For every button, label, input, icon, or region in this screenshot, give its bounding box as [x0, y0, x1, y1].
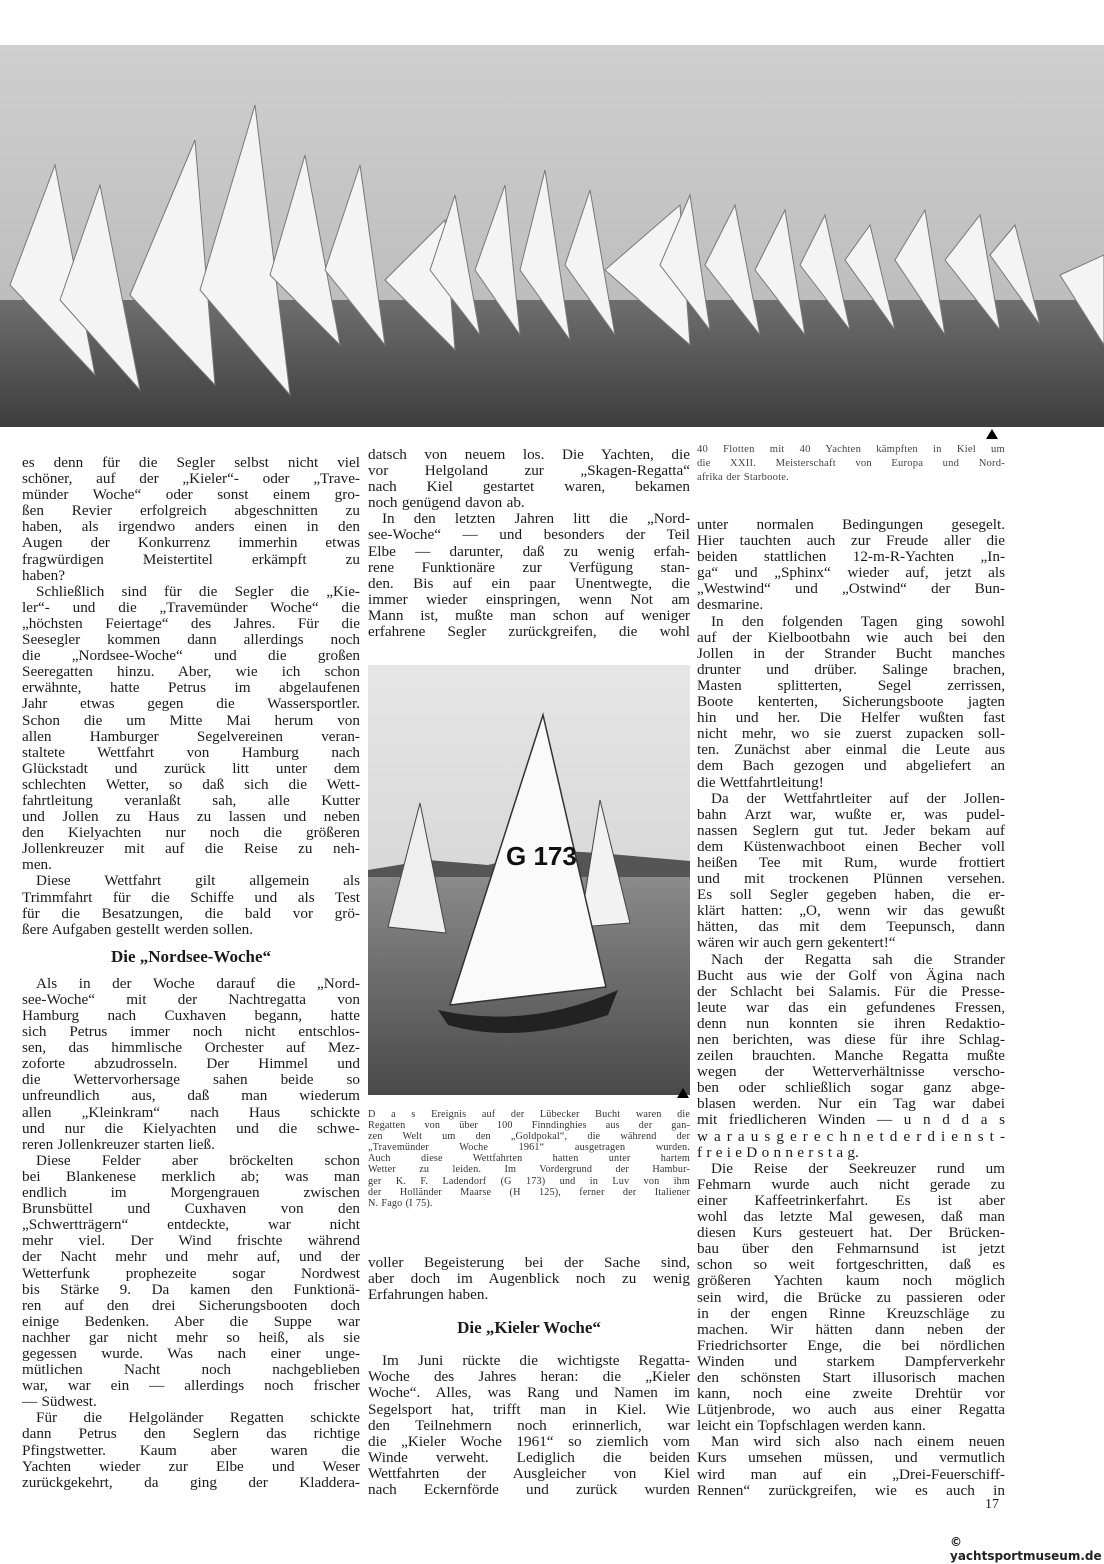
text-line: Diese Wettfahrt gilt allgemein als: [36, 872, 360, 890]
photo-finn-dinghies: [368, 665, 690, 1095]
text-line: Im Juni rückte die wichtigste Regatta-: [382, 1352, 690, 1370]
text-line: leute war das ein gefundenes Fressen,: [697, 998, 1005, 1016]
text-line: und mit trockenen Plünnen versehen.: [697, 870, 1005, 888]
paragraph: [368, 1353, 690, 1498]
text-line: Brunsbüttel und Cuxhaven von den: [22, 1200, 360, 1218]
text-line: Hier tauchten auch zur Freude aller die: [697, 532, 1005, 550]
text-line: In den folgenden Tagen ging sowohl: [711, 612, 1005, 630]
text-line: Masten splitterten, Segel zerrissen,: [697, 676, 1005, 694]
text-line: und Jollen zu Haus zu lassen und neben: [22, 808, 360, 826]
caption-pointer-icon: [677, 1088, 689, 1098]
text-line: Man wird sich also nach einem neuen: [711, 1433, 1005, 1451]
page-number: 17: [985, 1497, 999, 1512]
text-line: In den letzten Jahren litt die „Nord-: [382, 510, 690, 528]
text-line: größeren Yachten kaum noch möglich: [697, 1272, 1005, 1290]
text-line: leicht ein Topfschlagen werden kann.: [697, 1417, 926, 1435]
text-line: Rennen“ zurückgreifen, wie es auch in: [697, 1481, 1005, 1499]
text-line: Augen der Konkurrenz immerhin etwas: [22, 534, 360, 552]
text-line: Hamburg nach Cuxhaven begann, hatte: [22, 1007, 360, 1024]
caption-line: N. Fago (I 75).: [368, 1197, 433, 1209]
text-line: schon so weit fortgeschritten, daß es: [697, 1256, 1005, 1274]
text-line: Woche des Jahres heran: die „Kieler: [368, 1368, 690, 1386]
text-line: in der engen Rinne Kreuzschläge zu: [697, 1304, 1005, 1322]
paragraph: [22, 873, 360, 937]
text-line: nachher gar nicht mehr so heiß, als sie: [22, 1328, 360, 1346]
text-line: Winde verweht. Lediglich die beiden: [368, 1448, 690, 1466]
text-line: schlechten Wetter, so daß sich die Wett-: [22, 775, 360, 793]
column-2-part-2: [368, 1255, 690, 1303]
text-line: auf der Kielbootbahn wie auch bei den: [697, 628, 1005, 646]
text-line: ßen Revier erfolgreich abgeschnitten zu: [22, 502, 360, 520]
text-line: Yachten wieder zur Elbe und Weser: [22, 1457, 360, 1475]
text-line: ben oder schließlich sogar ganz abge-: [697, 1079, 1005, 1097]
column-3-part-1: [697, 517, 1005, 1499]
text-line: haben, als irgendwo anders einen in den: [22, 518, 360, 536]
text-line: machen. Wir hätten dann neben der: [697, 1320, 1005, 1338]
caption-line: zen Welt um den „Goldpokal“, die während der: [368, 1131, 690, 1143]
text-line: heißen Tee mit Rum, wurde frottiert: [697, 853, 1005, 871]
text-line: der Nacht mehr und mehr auf, und der: [22, 1248, 360, 1266]
text-line: see-Woche“ mit der Nachtregatta von: [22, 990, 360, 1008]
text-line: bahn Arzt war, wußte er, was pudel-: [697, 805, 1005, 823]
caption-line: 40 Flotten mit 40 Yachten kämpften in Kiel um: [697, 444, 1005, 455]
photo-middle-caption: [368, 1109, 690, 1209]
text-line: Erfahrungen haben.: [368, 1286, 489, 1304]
text-line: vor Helgoland zur „Skagen-Regatta“: [368, 462, 690, 480]
text-line: Kurs umsehen müssen, und vermutlich: [697, 1449, 1005, 1467]
text-line: die „Nordsee-Woche“ und die großen: [22, 647, 360, 665]
text-line: men.: [22, 856, 52, 874]
text-line: Als in der Woche darauf die „Nord-: [36, 974, 360, 992]
text-line: Die Reise der Seekreuzer rund um: [711, 1159, 1005, 1177]
text-line: ren auf den drei Sicherungsbooten doch: [22, 1296, 360, 1314]
text-line: Fehmarn wurde auch nicht gerade zu: [697, 1175, 1005, 1193]
text-line: immer wieder einspringen, wenn Not am: [368, 590, 690, 608]
text-line: mütlichen Nacht noch nachgeblieben: [22, 1361, 360, 1379]
text-line: der Schlacht bei Salamis. Für die Presse-: [697, 982, 1005, 1000]
paragraph: [22, 455, 360, 584]
text-line: unter normalen Bedingungen gesegelt.: [697, 516, 1005, 533]
paragraph: [22, 1153, 360, 1411]
caption-line: D a s Ereignis auf der Lübecker Bucht waren die: [368, 1109, 690, 1120]
text-line: denn nun konnten sie ihren Redaktio-: [697, 1014, 1005, 1032]
text-line: fragwürdigen Meistertitel erkämpft zu: [22, 550, 360, 568]
paragraph: [22, 1410, 360, 1490]
column-1-part-2: [22, 976, 360, 1491]
text-line: Pfingstwetter. Kaum aber waren die: [22, 1441, 360, 1459]
paragraph: [697, 614, 1005, 791]
text-line: ten. Zunächst aber einmal die Leute aus: [697, 741, 1005, 759]
text-line: Seeregatten hinzu. Aber, wie ich schon: [22, 663, 360, 681]
paragraph: [22, 976, 360, 1153]
finn-photo-image: [368, 665, 690, 1095]
text-line: schöner, auf der „Kieler“- oder „Trave-: [22, 470, 360, 488]
paragraph: [368, 1255, 690, 1303]
paragraph: [697, 791, 1005, 952]
text-line: „höchsten Feiertage“ des Jahres. Für die: [22, 614, 360, 632]
text-line: wegen der Wetterverhältnisse verscho-: [697, 1063, 1005, 1081]
text-line: Segelsport hat, trifft man in Kiel. Wie: [368, 1400, 690, 1418]
column-1-part-1: [22, 455, 360, 938]
paragraph: [697, 1434, 1005, 1498]
text-line: ga“ und „Sphinx“ wieder auf, jetzt als: [697, 564, 1005, 582]
text-line: dem Bach gezogen und abgeliefert an: [697, 757, 1005, 775]
text-line: allen „Kleinkram“ nach Haus schickte: [22, 1103, 360, 1121]
paragraph: [22, 584, 360, 874]
paragraph: [368, 511, 690, 640]
text-line: und nur die Kielyachten und die schwe-: [22, 1119, 360, 1137]
text-line: blasen werden. Nur ein Tag war dabei: [697, 1095, 1005, 1113]
text-line: desmarine.: [697, 596, 764, 614]
text-line: den. Bis auf ein paar Unentwegte, die: [368, 574, 690, 592]
text-line: hätten, das mit dem Teepunsch, dann: [697, 918, 1005, 936]
regatta-photo-image: [0, 45, 1104, 427]
text-line: fahrtleitung veranlaßt sah, alle Kutter: [22, 791, 360, 809]
section-heading-kieler-woche: Die „Kieler Woche“: [457, 1318, 601, 1338]
text-line: Wetterfunk prophezeite sogar Nordwest: [22, 1264, 360, 1282]
text-line: — Südwest.: [22, 1393, 97, 1411]
paragraph: [697, 952, 1005, 1161]
text-line: haben?: [22, 566, 66, 584]
text-line: Seesegler kommen dann allerdings noch: [22, 631, 360, 649]
text-line: den Teilnehmern noch erinnerlich, war: [368, 1416, 690, 1434]
text-line: Da der Wettfahrtleiter auf der Jollen-: [711, 789, 1005, 807]
text-line: reren Jollenkreuzer starten ließ.: [22, 1135, 215, 1153]
caption-line: die XXII. Meisterschaft von Europa und Nord-: [697, 458, 1005, 469]
text-line: Elbe — darunter, daß zu wenig erfah-: [368, 542, 690, 560]
text-line: unfreundlich aus, daß man wiederum: [22, 1087, 360, 1105]
caption-line: afrika der Starboote.: [697, 472, 789, 483]
text-line: klärt hatten: „O, wenn wir das gewußt: [697, 902, 1005, 920]
text-line: aber doch im Augenblick noch zu wenig: [368, 1270, 690, 1288]
text-line: einer Kaffeetrinkerfahrt. Es ist aber: [697, 1191, 1005, 1209]
text-line: zeilen brauchten. Manche Regatta mußte: [697, 1047, 1005, 1065]
text-line: nicht mehr, wo sie zuerst zupacken soll-: [697, 725, 1005, 743]
text-line: „Westwind“ und „Ostwind“ der Bun-: [697, 580, 1005, 598]
text-line: Friedrichsorter Enge, die bei nördlichen: [697, 1336, 1005, 1354]
text-line: die „Kieler Woche 1961“ so ziemlich vom: [368, 1432, 690, 1450]
text-line: Boote kenterten, Sicherungsboote jagten: [697, 693, 1005, 711]
text-line: Jollen in der Strander Bucht manches: [697, 644, 1005, 662]
text-line: beiden stattlichen 12-m-R-Yachten „In-: [697, 548, 1005, 566]
text-line: endlich im Morgengrauen zwischen: [22, 1184, 360, 1202]
text-line: wohl das letzte Mal gewesen, daß man: [697, 1208, 1005, 1226]
text-line: bau über den Fehmarnsund ist jetzt: [697, 1240, 1005, 1258]
text-line: sein wird, die Brücke zu passieren oder: [697, 1288, 1005, 1306]
text-line: es denn für die Segler selbst nicht viel: [22, 454, 360, 471]
text-line: mehr viel. Der Wind frischte während: [22, 1232, 360, 1250]
text-line: zoforte abzudrosseln. Der Himmel und: [22, 1055, 360, 1073]
photo-starboat-regatta: [0, 45, 1104, 427]
text-line: zurückgekehrt, da ging der Kladdera-: [22, 1473, 360, 1491]
column-2-bottom: [368, 1255, 690, 1498]
text-line: Diese Felder aber bröckelten schon: [36, 1151, 360, 1169]
text-line: nach Eckernförde und zurück wurden: [368, 1481, 690, 1499]
text-line: Schon die um Mitte Mai herum von: [22, 711, 360, 729]
text-line: voller Begeisterung bei der Sache sind,: [368, 1254, 690, 1271]
text-line: see-Woche“ — und besonders der Teil: [368, 526, 690, 544]
text-line: Bucht aus wie der Golf von Ägina nach: [697, 966, 1005, 984]
text-line: Wettfahrten der Ausgleicher von Kiel: [368, 1464, 690, 1482]
text-line: dem Küstenwachboot einen Becher voll: [697, 837, 1005, 855]
column-2-part-3: [368, 1353, 690, 1498]
text-line: bis Stärke 9. Da kamen den Funktionä-: [22, 1280, 360, 1298]
text-line: Glückstadt und zurück litt unter dem: [22, 759, 360, 777]
text-line: hin und her. Die Helfer wußten fast: [697, 709, 1005, 727]
text-line: Jahr etwas gegen die Wassersportler.: [22, 695, 360, 713]
text-line: die Wettfahrtleitung!: [697, 773, 824, 791]
text-line: rene Funktionäre zur Verfügung stan-: [368, 558, 690, 576]
section-heading-nordsee-woche: Die „Nordsee-Woche“: [110, 946, 272, 966]
text-line: war, war ein — allerdings noch frischer: [22, 1377, 360, 1395]
text-line: Schließlich sind für die Segler die „Kie-: [36, 582, 360, 600]
text-line: erfahrene Segler zurückgreifen, die wohl: [368, 623, 690, 641]
text-line: Mann ist, mußte man schon auf weniger: [368, 606, 690, 624]
paragraph: [368, 447, 690, 511]
text-line: diesen Kurs gesteuert hat. Der Brücken-: [697, 1224, 1005, 1242]
text-line: staltete Wettfahrt von Hamburg nach: [22, 743, 360, 761]
caption-line: Regatten von über 100 Finndinghies aus der gan-: [368, 1120, 690, 1132]
text-line: mit friedlicheren Winden — u n d d a s: [697, 1111, 1005, 1129]
text-line: w a r a u s g e r e c h n e t d e r d i e n s t -: [697, 1127, 1005, 1145]
column-3: [697, 517, 1005, 1499]
sail-number: G 173: [506, 841, 577, 871]
text-line: „Schwertträgern“ entdeckte, war nicht: [22, 1216, 360, 1234]
text-line: die Wettervorhersage sahen beide so: [22, 1071, 360, 1089]
text-line: allen Hamburger Segelvereinen veran-: [22, 727, 360, 745]
text-line: sich Petrus immer noch nicht entschlos-: [22, 1023, 360, 1041]
caption-line: Wetter zu leiden. Im Vordergrund der Hambur-: [368, 1164, 690, 1176]
text-line: nassen Seglern gut tut. Jeder bekam auf: [697, 821, 1005, 839]
text-line: f r e i e D o n n e r s t a g.: [697, 1143, 859, 1161]
text-line: noch genügend davon ab.: [368, 494, 525, 512]
text-line: kann, noch eine zweite Drehtür vor: [697, 1385, 1005, 1403]
text-line: datsch von neuem los. Die Yachten, die: [368, 446, 690, 463]
text-line: den Kielyachten nur noch die größeren: [22, 824, 360, 842]
text-line: den schönsten Start illusorisch machen: [697, 1368, 1005, 1386]
text-line: ßere Aufgaben gestellt werden sollen.: [22, 920, 253, 938]
text-line: sen, das himmlische Orchester auf Mez-: [22, 1039, 360, 1057]
text-line: bei Blankenese merklich ab; was man: [22, 1167, 360, 1185]
text-line: einige Bedenken. Aber die Suppe war: [22, 1312, 360, 1330]
caption-line: „Travemünder Woche 1961“ ausgetragen wurden.: [368, 1142, 690, 1154]
column-1: [22, 455, 360, 1491]
text-line: Woche“. Alles, was Rang und Namen im: [368, 1384, 690, 1402]
text-line: wären wir auch gern gekentert!“: [697, 934, 896, 952]
text-line: gegessen wurde. Was nach einer unge-: [22, 1344, 360, 1362]
text-line: wird man auf ein „Drei-Feuerschiff-: [697, 1465, 1005, 1483]
caption-pointer-icon: [986, 429, 998, 439]
caption-line: Auch diese Wettfahrten hatten unter hartem: [368, 1153, 690, 1165]
text-line: nach Kiel gestartet waren, bekamen: [368, 478, 690, 496]
paragraph: [697, 517, 1005, 614]
paragraph: [697, 1161, 1005, 1435]
column-2-top: [368, 447, 690, 640]
watermark: © yachtsportmuseum.de: [950, 1535, 1102, 1563]
text-line: nen berichten, was diese für ihre Schlag-: [697, 1031, 1005, 1048]
text-line: erwähnte, hatte Petrus im abgelaufenen: [22, 679, 360, 697]
text-line: Trimmfahrt für die Schiffe und als Test: [22, 888, 360, 906]
text-line: Lütjenbrode, wo auch aus einer Regatta: [697, 1401, 1005, 1419]
text-line: Winden und starkem Dampferverkehr: [697, 1352, 1005, 1370]
text-line: Nach der Regatta sah die Strander: [711, 950, 1005, 968]
text-line: drunter und drüber. Salinge brachen,: [697, 660, 1005, 678]
text-line: für die Besatzungen, die bald vor grö-: [22, 904, 360, 922]
text-line: ler“- und die „Travemünder Woche“ die: [22, 598, 360, 616]
photo-top-caption: [697, 443, 1005, 485]
text-line: dann Petrus den Seglern das richtige: [22, 1425, 360, 1443]
text-line: Es soll Segler gegeben haben, die er-: [697, 886, 1005, 904]
column-2-part-1: [368, 447, 690, 640]
caption-line: ger K. F. Ladendorf (G 173) und in Luv von ihm: [368, 1175, 690, 1187]
text-line: münder Woche“ oder sonst einem gro-: [22, 486, 360, 504]
caption-line: der Holländer Maarse (H 125), ferner der Italiener: [368, 1186, 690, 1198]
text-line: Für die Helgoländer Regatten schickte: [36, 1409, 360, 1427]
text-line: Jollenkreuzer mit auf die Reise zu neh-: [22, 840, 360, 858]
